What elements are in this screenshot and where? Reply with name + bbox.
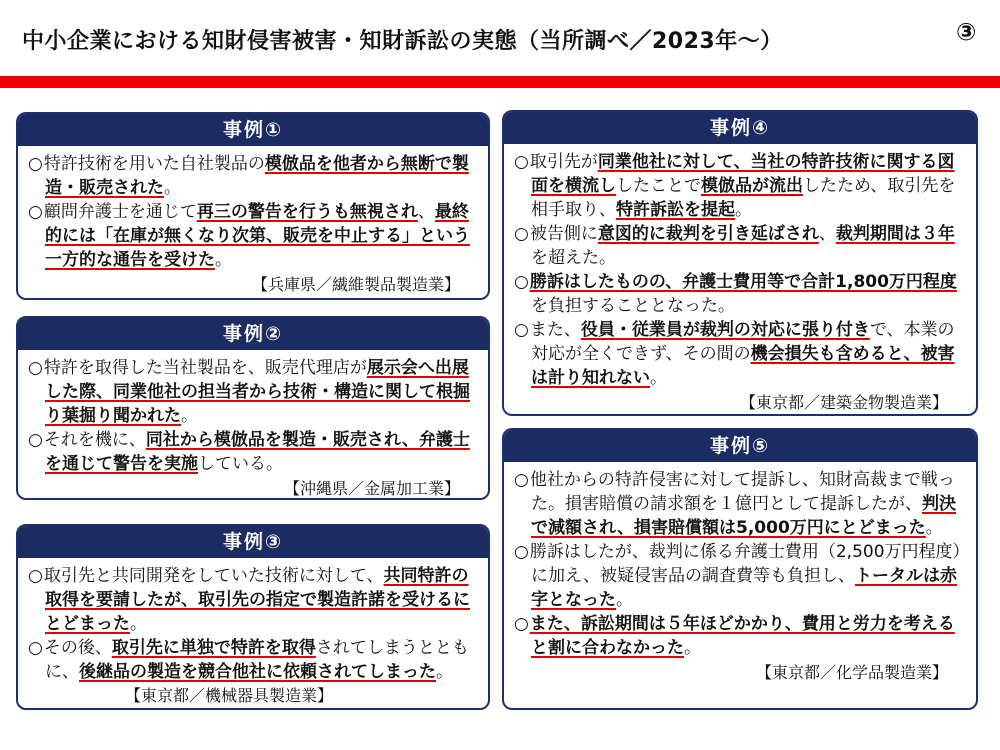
item-text: 。 xyxy=(181,406,198,426)
case-source: 【兵庫県／繊維製品製造業】 xyxy=(251,275,460,294)
bullet-icon: ○ xyxy=(28,154,43,174)
item-text: で、本業の対応が全くできず、その間の xyxy=(531,320,955,364)
case-heading: 事例⑤ xyxy=(504,430,976,462)
case-body xyxy=(18,146,488,296)
case-item xyxy=(514,270,966,318)
item-text: 。 xyxy=(164,178,181,198)
highlighted-text: 機会損失も含めると、被害は計り知れない xyxy=(531,344,955,388)
highlighted-text: 模倣品を他者から無断で製造・販売された xyxy=(45,154,469,198)
case-card-4 xyxy=(502,110,978,416)
highlighted-text: 特許訴訟を提起 xyxy=(616,200,735,220)
bullet-icon: ○ xyxy=(514,614,529,634)
item-text: したことで xyxy=(616,176,701,196)
highlighted-text: 取引先に単独で特許を取得 xyxy=(111,638,316,658)
highlighted-text: 勝訴はしたものの、弁護士費用等で合計1,800万円程度 xyxy=(529,272,957,292)
bullet-icon: ○ xyxy=(514,542,529,562)
item-text: 。 xyxy=(616,590,633,610)
case-body xyxy=(504,462,976,684)
case-item xyxy=(28,356,478,428)
case-item xyxy=(28,428,478,476)
item-text: 、 xyxy=(818,224,836,244)
bullet-icon: ○ xyxy=(28,566,43,586)
item-text: を超えた。 xyxy=(531,248,616,268)
highlighted-text: 再三の警告を行うも無視され xyxy=(196,202,418,222)
case-item xyxy=(28,152,478,200)
highlighted-text: 同社から模倣品を製造・販売され、弁護士を通じて警告を実施 xyxy=(45,430,470,474)
case-source: 【沖縄県／金属加工業】 xyxy=(283,479,460,498)
item-text: 取引先と共同開発をしていた技術に対して、 xyxy=(43,566,384,586)
highlighted-text: 最終的には「在庫が無くなり次第、販売を中止する」という一方的な通告を受けた xyxy=(45,202,470,270)
highlighted-text: 展示会へ出展した際、同業他社の担当者から技術・構造に関して根掘り葉掘り聞かれた xyxy=(45,358,470,426)
highlighted-text: トータルは赤字となった xyxy=(531,566,958,610)
case-heading: 事例③ xyxy=(18,526,488,558)
case-items xyxy=(28,152,478,272)
case-item xyxy=(28,200,478,272)
item-text: 被告側に xyxy=(529,224,598,244)
item-text: 顧問弁護士を通じて xyxy=(43,202,197,222)
case-card-5 xyxy=(502,428,978,710)
case-items xyxy=(514,150,966,390)
item-text: を負担することとなった。 xyxy=(531,296,735,316)
case-heading: 事例④ xyxy=(504,112,976,144)
case-heading: 事例② xyxy=(18,318,488,350)
case-item xyxy=(514,468,966,540)
case-source: 【東京都／化学品製造業】 xyxy=(755,663,948,682)
bullet-icon: ○ xyxy=(514,320,529,340)
case-item xyxy=(514,318,966,390)
case-item xyxy=(514,150,966,222)
highlighted-text: 後継品の製造を競合他社に依頼されてしまった xyxy=(79,662,436,682)
case-source: 【東京都／機械器具製造業】 xyxy=(125,686,334,705)
bullet-icon: ○ xyxy=(28,638,43,658)
case-source: 【東京都／建築金物製造業】 xyxy=(739,393,948,412)
item-text: 特許技術を用いた自社製品の xyxy=(43,154,265,174)
item-text: 。 xyxy=(436,662,453,682)
item-text: 。 xyxy=(650,368,667,388)
bullet-icon: ○ xyxy=(514,272,529,292)
bullet-icon: ○ xyxy=(28,358,43,378)
case-item xyxy=(514,540,966,612)
case-body xyxy=(18,558,488,708)
case-item xyxy=(514,612,966,660)
item-text: 。 xyxy=(735,200,752,220)
case-item xyxy=(28,636,478,708)
item-text: それを機に、 xyxy=(43,430,146,450)
highlighted-text: また、訴訟期間は５年ほどかかり、費用と労力を考えると割に合わなかった xyxy=(529,614,955,658)
item-text: 勝訴はしたが、裁判に係る弁護士費用（2,500万円程度）に加え、被疑侵害品の調査費等も負担し、 xyxy=(529,542,962,586)
page-number: ③ xyxy=(956,18,977,46)
highlighted-text: 同業他社に対して、当社の特許技術に関する図面を横流し xyxy=(531,152,955,196)
bullet-icon: ○ xyxy=(514,152,529,172)
item-text: 特許を取得した当社製品を、販売代理店が xyxy=(43,358,367,378)
highlighted-text: 意図的に裁判を引き延ばされ xyxy=(597,224,819,244)
case-items xyxy=(28,356,478,476)
header-divider xyxy=(0,76,1000,88)
item-text: 。 xyxy=(130,614,147,634)
bullet-icon: ○ xyxy=(28,430,43,450)
case-body xyxy=(18,350,488,500)
item-text: 。 xyxy=(925,518,943,538)
highlighted-text: 裁判期間は３年 xyxy=(835,224,955,244)
bullet-icon: ○ xyxy=(514,224,529,244)
item-text: されてしまうとともに、 xyxy=(45,638,469,682)
case-body xyxy=(504,144,976,414)
item-text: 。 xyxy=(215,250,232,270)
case-card-3 xyxy=(16,524,490,710)
case-item xyxy=(514,222,966,270)
item-text: 他社からの特許侵害に対して提訴し、知財高裁まで戦った。損害賠償の請求額を１億円として提訴したが、 xyxy=(529,470,955,514)
item-text: また、 xyxy=(529,320,581,340)
bullet-icon: ○ xyxy=(28,202,43,222)
case-card-1 xyxy=(16,112,490,300)
highlighted-text: 判決で減額され、損害賠償額は5,000万円にとどまった xyxy=(531,494,956,538)
case-card-2 xyxy=(16,316,490,500)
highlighted-text: 模倣品が流出 xyxy=(701,176,803,196)
item-text: 取引先が xyxy=(529,152,598,172)
item-text: その後、 xyxy=(43,638,112,658)
case-heading: 事例① xyxy=(18,114,488,146)
item-text: したため、取引先を相手取り、 xyxy=(531,176,956,220)
item-text: 。 xyxy=(684,638,701,658)
item-text: している。 xyxy=(198,454,283,474)
case-item xyxy=(28,564,478,636)
case-items xyxy=(28,564,478,708)
bullet-icon: ○ xyxy=(514,470,529,490)
highlighted-text: 共同特許の取得を要請したが、取引先の指定で製造許諾を受けるにとどまった xyxy=(45,566,470,634)
case-items xyxy=(514,468,966,660)
page-title: 中小企業における知財侵害被害・知財訴訟の実態（当所調べ／2023年〜） xyxy=(22,29,783,54)
item-text: 、 xyxy=(417,202,435,222)
highlighted-text: 役員・従業員が裁判の対応に張り付き xyxy=(580,320,870,340)
